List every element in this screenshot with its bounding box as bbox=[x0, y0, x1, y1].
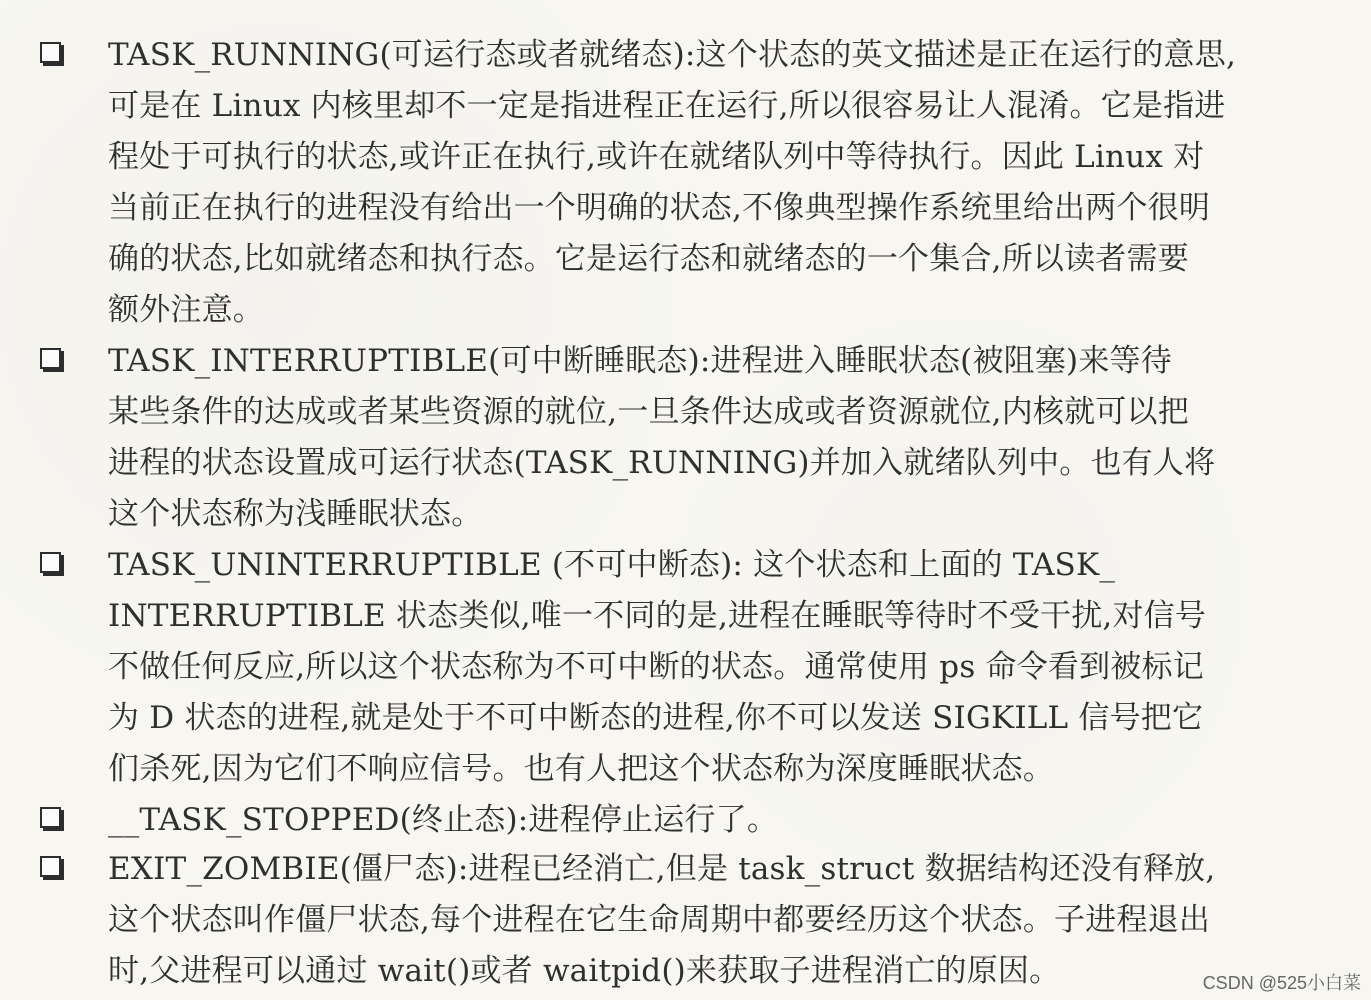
csdn-watermark: CSDN @525小白菜 bbox=[1202, 973, 1361, 993]
item-line: TASK_UNINTERRUPTIBLE (不可中断态): 这个状态和上面的 TASK_ bbox=[108, 547, 1116, 583]
item-line: EXIT_ZOMBIE(僵尸态):进程已经消亡,但是 task_struct 数据结构还没有释放, bbox=[108, 851, 1216, 887]
checkbox-bullet-icon bbox=[40, 42, 61, 63]
item-line: 进程的状态设置成可运行状态(TASK_RUNNING)并加入就绪队列中。也有人将 bbox=[108, 445, 1216, 481]
checkbox-bullet-icon bbox=[40, 552, 61, 573]
item-line: 时,父进程可以通过 wait()或者 waitpid()来获取子进程消亡的原因。 bbox=[108, 953, 1061, 989]
item-line: 某些条件的达成或者某些资源的就位,一旦条件达成或者资源就位,内核就可以把 bbox=[108, 394, 1189, 430]
item-line: 这个状态叫作僵尸状态,每个进程在它生命周期中都要经历这个状态。子进程退出 bbox=[108, 902, 1211, 938]
item-line: 们杀死,因为它们不响应信号。也有人把这个状态称为深度睡眠状态。 bbox=[108, 751, 1055, 787]
item-line: 当前正在执行的进程没有给出一个明确的状态,不像典型操作系统里给出两个很明 bbox=[108, 190, 1211, 226]
item-line: 确的状态,比如就绪态和执行态。它是运行态和就绪态的一个集合,所以读者需要 bbox=[108, 241, 1189, 277]
item-line: 可是在 Linux 内核里却不一定是指进程正在运行,所以很容易让人混淆。它是指进 bbox=[108, 88, 1226, 124]
item-line: 程处于可执行的状态,或许正在执行,或许在就绪队列中等待执行。因此 Linux 对 bbox=[108, 139, 1205, 175]
item-line: TASK_RUNNING(可运行态或者就绪态):这个状态的英文描述是正在运行的意思, bbox=[108, 37, 1236, 73]
item-line: __TASK_STOPPED(终止态):进程停止运行了。 bbox=[108, 802, 779, 838]
checkbox-bullet-icon bbox=[40, 348, 61, 369]
item-line: 为 D 状态的进程,就是处于不可中断态的进程,你不可以发送 SIGKILL 信号把它 bbox=[108, 700, 1204, 736]
item-line: 额外注意。 bbox=[108, 292, 264, 328]
item-line: TASK_INTERRUPTIBLE(可中断睡眠态):进程进入睡眠状态(被阻塞)来等待 bbox=[108, 343, 1172, 379]
checkbox-bullet-icon bbox=[40, 807, 61, 828]
item-line: 不做任何反应,所以这个状态称为不可中断的状态。通常使用 ps 命令看到被标记 bbox=[108, 649, 1204, 685]
item-line: 这个状态称为浅睡眠状态。 bbox=[108, 496, 483, 532]
item-line: INTERRUPTIBLE 状态类似,唯一不同的是,进程在睡眠等待时不受干扰,对信号 bbox=[108, 598, 1207, 634]
checkbox-bullet-icon bbox=[40, 856, 61, 877]
